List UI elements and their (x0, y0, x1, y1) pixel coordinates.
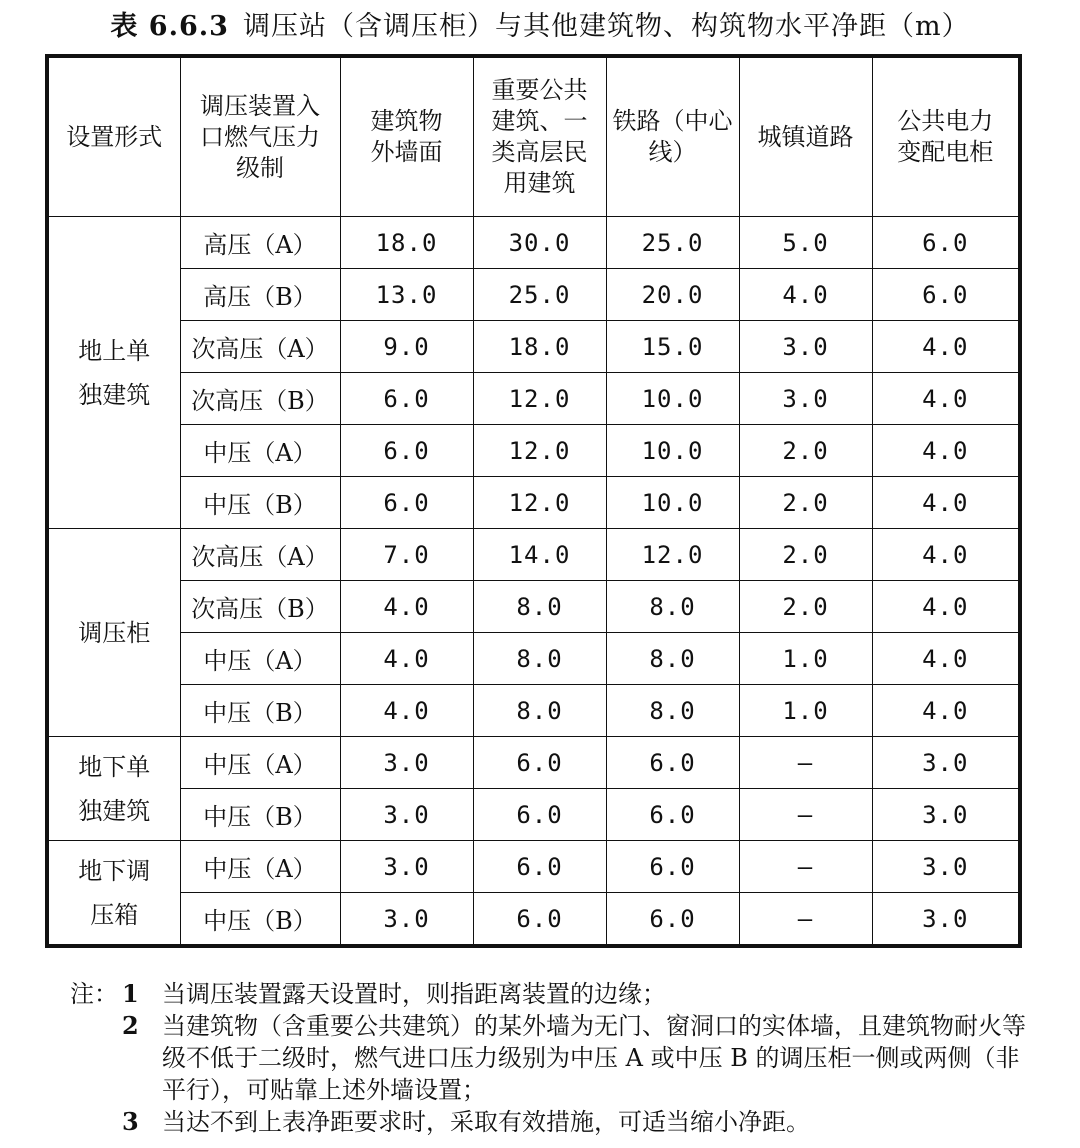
distance-value-cell: 8.0 (473, 685, 606, 737)
distance-value-cell: 6.0 (872, 217, 1020, 269)
distance-value-cell: 4.0 (872, 529, 1020, 581)
table-row (47, 217, 1020, 269)
header-cell: 设置形式 (47, 56, 180, 217)
distance-value-cell: 8.0 (606, 633, 739, 685)
distance-value-cell: 6.0 (606, 789, 739, 841)
distance-value-cell: — (739, 893, 872, 947)
table-row (47, 841, 1020, 893)
distance-value-cell: 4.0 (340, 581, 473, 633)
distance-value-cell: 6.0 (473, 737, 606, 789)
distance-value-cell: 18.0 (340, 217, 473, 269)
distance-value-cell: 1.0 (739, 685, 872, 737)
distance-value-cell: 3.0 (872, 893, 1020, 947)
distance-value-cell: 6.0 (872, 269, 1020, 321)
notes (70, 978, 1030, 1138)
distance-value-cell: 6.0 (473, 893, 606, 947)
distance-table (45, 54, 1022, 948)
distance-value-cell: 3.0 (340, 841, 473, 893)
distance-value-cell: 15.0 (606, 321, 739, 373)
note-indent (70, 1010, 122, 1106)
note-item (70, 1106, 1030, 1138)
pressure-level-cell: 次高压（A） (180, 529, 340, 581)
distance-value-cell: 4.0 (739, 269, 872, 321)
note-item (70, 1010, 1030, 1106)
distance-value-cell: 14.0 (473, 529, 606, 581)
distance-value-cell: — (739, 737, 872, 789)
table-row (47, 529, 1020, 581)
distance-value-cell: 3.0 (872, 841, 1020, 893)
table-row (47, 633, 1020, 685)
table-row (47, 685, 1020, 737)
header-cell: 铁路（中心线） (606, 56, 739, 217)
group-label: 地上单独建筑 (47, 217, 180, 529)
distance-value-cell: 4.0 (872, 685, 1020, 737)
table-row (47, 321, 1020, 373)
distance-value-cell: 3.0 (739, 373, 872, 425)
pressure-level-cell: 次高压（A） (180, 321, 340, 373)
distance-value-cell: 3.0 (340, 893, 473, 947)
distance-value-cell: 2.0 (739, 581, 872, 633)
table-row (47, 581, 1020, 633)
table-body (47, 217, 1020, 947)
distance-value-cell: 6.0 (606, 737, 739, 789)
table-row (47, 737, 1020, 789)
pressure-level-cell: 中压（A） (180, 737, 340, 789)
note-text: 当达不到上表净距要求时，采取有效措施，可适当缩小净距。 (162, 1108, 810, 1136)
distance-value-cell: 3.0 (739, 321, 872, 373)
pressure-level-cell: 高压（A） (180, 217, 340, 269)
distance-value-cell: 8.0 (606, 581, 739, 633)
header-row (47, 56, 1020, 217)
distance-value-cell: 8.0 (473, 633, 606, 685)
distance-value-cell: 3.0 (872, 737, 1020, 789)
distance-value-cell: 20.0 (606, 269, 739, 321)
header-cell: 调压装置入口燃气压力级制 (180, 56, 340, 217)
pressure-level-cell: 次高压（B） (180, 581, 340, 633)
distance-value-cell: 1.0 (739, 633, 872, 685)
distance-value-cell: 12.0 (473, 373, 606, 425)
pressure-level-cell: 次高压（B） (180, 373, 340, 425)
pressure-level-cell: 中压（B） (180, 685, 340, 737)
distance-value-cell: 4.0 (872, 477, 1020, 529)
pressure-level-cell: 高压（B） (180, 269, 340, 321)
distance-value-cell: 18.0 (473, 321, 606, 373)
distance-value-cell: 30.0 (473, 217, 606, 269)
group-label: 地下单独建筑 (47, 737, 180, 841)
distance-value-cell: 2.0 (739, 477, 872, 529)
distance-value-cell: 25.0 (473, 269, 606, 321)
distance-value-cell: 2.0 (739, 529, 872, 581)
distance-value-cell: 6.0 (473, 841, 606, 893)
distance-value-cell: 6.0 (340, 477, 473, 529)
note-text: 当调压装置露天设置时，则指距离装置的边缘； (162, 980, 666, 1008)
table-number: 表 6.6.3 (110, 11, 229, 42)
group-label: 地下调压箱 (47, 841, 180, 947)
distance-value-cell: — (739, 841, 872, 893)
pressure-level-cell: 中压（B） (180, 477, 340, 529)
pressure-level-cell: 中压（B） (180, 789, 340, 841)
distance-value-cell: 9.0 (340, 321, 473, 373)
table-row (47, 269, 1020, 321)
distance-value-cell: 4.0 (872, 581, 1020, 633)
pressure-level-cell: 中压（A） (180, 841, 340, 893)
note-text: 当建筑物（含重要公共建筑）的某外墙为无门、窗洞口的实体墙，且建筑物耐火等级不低于二级时，燃气进口压力级别为中压 A 或中压 B 的调压柜一侧或两侧（非平行），可贴靠上述外墙设置； (162, 1012, 1026, 1104)
table-row (47, 477, 1020, 529)
distance-value-cell: 8.0 (473, 581, 606, 633)
header-cell: 重要公共建筑、一类高层民用建筑 (473, 56, 606, 217)
header-cell: 城镇道路 (739, 56, 872, 217)
note-prefix: 注： (70, 980, 118, 1008)
pressure-level-cell: 中压（A） (180, 425, 340, 477)
distance-value-cell: 6.0 (606, 893, 739, 947)
distance-value-cell: 10.0 (606, 477, 739, 529)
distance-value-cell: 12.0 (473, 425, 606, 477)
distance-value-cell: 4.0 (872, 425, 1020, 477)
distance-value-cell: 4.0 (872, 633, 1020, 685)
distance-value-cell: 10.0 (606, 373, 739, 425)
distance-value-cell: 5.0 (739, 217, 872, 269)
distance-value-cell: 10.0 (606, 425, 739, 477)
note-item (70, 978, 1030, 1010)
distance-value-cell: 8.0 (606, 685, 739, 737)
table-title: 调压站（含调压柜）与其他建筑物、构筑物水平净距（m） (242, 11, 970, 42)
distance-value-cell: 6.0 (606, 841, 739, 893)
pressure-level-cell: 中压（A） (180, 633, 340, 685)
group-label: 调压柜 (47, 529, 180, 737)
table-row (47, 789, 1020, 841)
distance-value-cell: 6.0 (473, 789, 606, 841)
table-row (47, 893, 1020, 947)
pressure-level-cell: 中压（B） (180, 893, 340, 947)
distance-value-cell: 12.0 (606, 529, 739, 581)
distance-value-cell: 6.0 (340, 373, 473, 425)
distance-value-cell: 2.0 (739, 425, 872, 477)
header-cell: 公共电力变配电柜 (872, 56, 1020, 217)
distance-value-cell: 7.0 (340, 529, 473, 581)
distance-value-cell: 4.0 (340, 685, 473, 737)
distance-value-cell: 13.0 (340, 269, 473, 321)
note-number: 2 (122, 1011, 139, 1040)
note-number: 1 (122, 979, 139, 1008)
distance-value-cell: 25.0 (606, 217, 739, 269)
distance-value-cell: 12.0 (473, 477, 606, 529)
table-caption (0, 4, 1080, 43)
distance-value-cell: 4.0 (872, 373, 1020, 425)
table-row (47, 425, 1020, 477)
distance-value-cell: 6.0 (340, 425, 473, 477)
distance-value-cell: 3.0 (340, 789, 473, 841)
distance-value-cell: 4.0 (340, 633, 473, 685)
distance-value-cell: 3.0 (340, 737, 473, 789)
header-cell: 建筑物外墙面 (340, 56, 473, 217)
table-row (47, 373, 1020, 425)
note-indent (70, 1106, 122, 1138)
distance-value-cell: — (739, 789, 872, 841)
distance-value-cell: 3.0 (872, 789, 1020, 841)
distance-value-cell: 4.0 (872, 321, 1020, 373)
note-number: 3 (122, 1107, 139, 1136)
